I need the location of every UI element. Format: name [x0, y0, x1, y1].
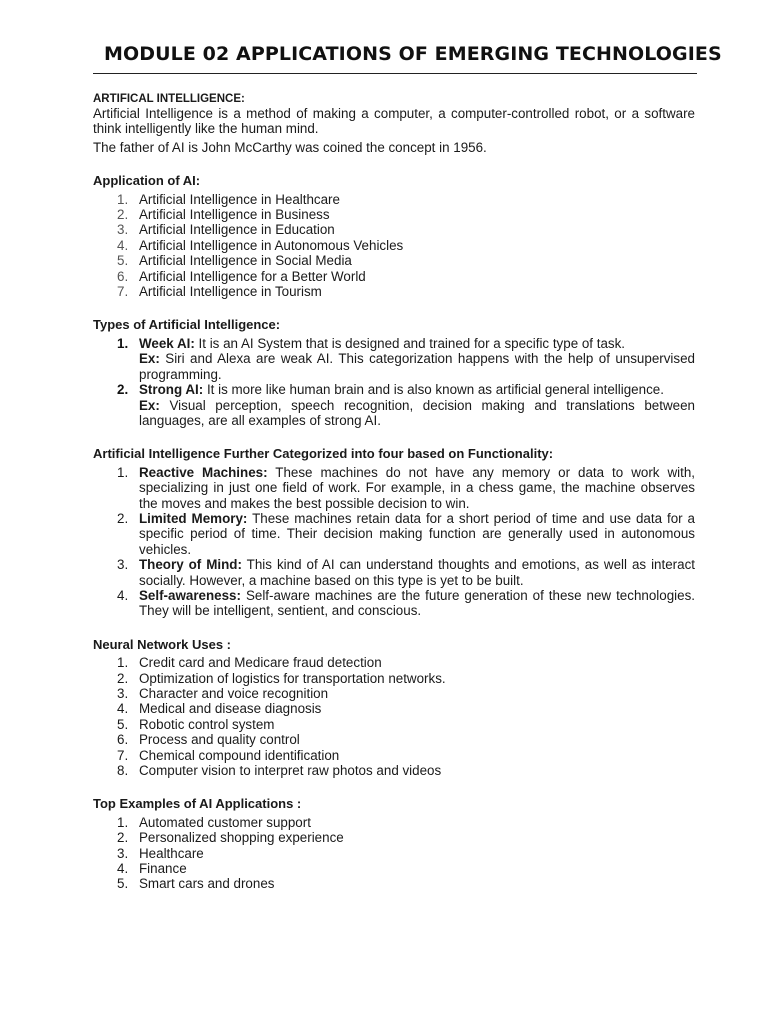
applications-heading: Application of AI:	[93, 173, 201, 189]
list-item: 2. Limited Memory: These machines retain data for a short period of time and use data for a specific period of time. Their decision making function are generally used in autonomous vehicles.	[117, 510, 696, 557]
types-section	[93, 317, 695, 428]
list-item: 6. Process and quality control	[117, 732, 300, 748]
neural-network-section	[93, 637, 695, 779]
list-item: 3. Character and voice recognition	[117, 686, 329, 701]
ai-definition-section	[93, 92, 695, 155]
ai-definition-paragraph: Artificial Intelligence is a method of making a computer, a computer-controlled robot, or a software think intelligently like the human mind.	[93, 106, 695, 137]
ai-father-paragraph: The father of AI is John McCarthy was coined the concept in 1956.	[93, 139, 487, 155]
list-item: 3. Artificial Intelligence in Education	[117, 222, 335, 238]
list-item: 6. Artificial Intelligence for a Better World	[117, 268, 366, 284]
list-item: 4. Medical and disease diagnosis	[117, 701, 322, 717]
functionality-heading: Artificial Intelligence Further Categorized into four based on Functionality:	[93, 446, 554, 462]
applications-list	[93, 192, 695, 300]
list-item: 7. Artificial Intelligence in Tourism	[117, 284, 322, 300]
list-item: 4. Artificial Intelligence in Autonomous Vehicles	[117, 237, 404, 253]
neural-heading: Neural Network Uses :	[93, 636, 231, 652]
examples-heading: Top Examples of AI Applications :	[93, 796, 302, 812]
list-item: 5. Artificial Intelligence in Social Media	[117, 253, 352, 269]
document-body	[93, 92, 695, 892]
functionality-section	[93, 446, 695, 618]
list-item: 7. Chemical compound identification	[117, 747, 340, 763]
list-item: 1. Automated customer support	[117, 814, 311, 830]
list-item: 3. Theory of Mind: This kind of AI can understand thoughts and emotions, as well as interact socially. However, a machine based on this type is yet to be built.	[117, 557, 695, 588]
page-title: MODULE 02 APPLICATIONS OF EMERGING TECHNOLOGIES	[104, 43, 722, 65]
types-heading: Types of Artificial Intelligence:	[93, 317, 281, 333]
ai-heading: ARTIFICAL INTELLIGENCE:	[93, 93, 245, 105]
list-item: 1. Reactive Machines: These machines do not have any memory or data to work with, specializing in just one field of work. For example, in a chess game, the machine observes the moves and makes the best possible decision to win.	[117, 464, 695, 511]
title-underline	[93, 73, 697, 74]
list-item: 5. Smart cars and drones	[117, 876, 275, 892]
list-item: 2. Artificial Intelligence in Business	[117, 207, 330, 223]
applications-section	[93, 173, 695, 299]
list-item: 4. Finance	[117, 861, 187, 877]
list-item: 5. Robotic control system	[117, 716, 275, 732]
list-item: 8. Computer vision to interpret raw photos and videos	[117, 763, 442, 779]
neural-list	[93, 655, 695, 778]
functionality-list	[93, 465, 695, 619]
list-item: 1. Week AI: It is an AI System that is designed and trained for a specific type of task. Ex: Siri and Alexa are weak AI. This categorization happens with the help of unsupervised programming.	[117, 335, 695, 382]
list-item: 2. Strong AI: It is more like human brain and is also known as artificial general intelligence. Ex: Visual perception, speech recognition, decision making and translations between languages, are all examples of strong AI.	[117, 382, 695, 428]
list-item: 2. Personalized shopping experience	[117, 830, 344, 846]
list-item: 1. Artificial Intelligence in Healthcare	[117, 191, 340, 207]
list-item: 2. Optimization of logistics for transportation networks.	[117, 670, 446, 686]
list-item: 4. Self-awareness: Self-aware machines are the future generation of these new technologies. They will be intelligent, sentient, and conscious.	[117, 587, 695, 619]
examples-section	[93, 796, 695, 891]
list-item: 3. Healthcare	[117, 845, 204, 861]
types-list	[93, 336, 695, 428]
list-item: 1. Credit card and Medicare fraud detection	[117, 655, 382, 671]
examples-list	[93, 815, 695, 892]
